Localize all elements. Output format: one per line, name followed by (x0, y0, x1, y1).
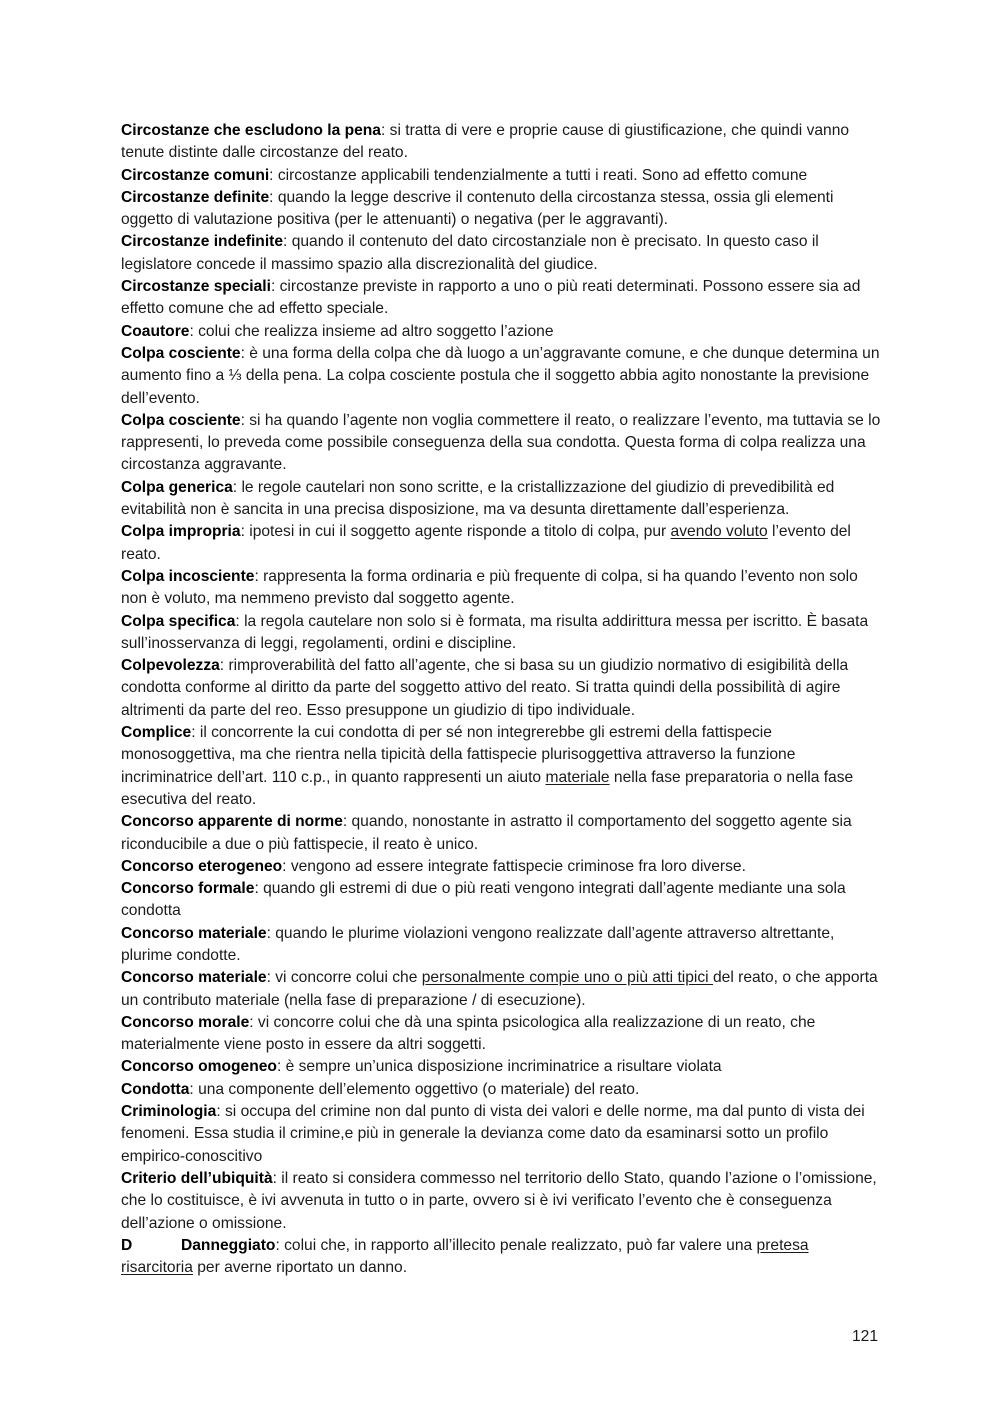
glossary-entry (121, 231, 881, 276)
entry-definition: : è una forma della colpa che dà luogo a un’aggravante comune, e che dunque determina un aumento fino a ⅓ della pena. La colpa cosciente postula che il soggetto abbia agito nonostante la previsione dell’evento. (121, 344, 880, 407)
entry-definition: : è sempre un’unica disposizione incriminatrice a risultare violata (276, 1058, 722, 1076)
entry-definition: : circostanze applicabili tendenzialmente a tutti i reati. Sono ad effetto comune (269, 166, 808, 184)
entry-term: Circostanze comuni (121, 166, 270, 184)
entry-definition: : ipotesi in cui il soggetto agente risponde a titolo di colpa, pur (240, 523, 671, 541)
entry-definition: : si occupa del crimine non dal punto di vista dei valori e delle norme, ma dal punto di vista dei fenomeni. Essa studia il crimine,e più in generale la devianza come dato da esaminarsi sotto un profilo empirico-conoscitivo (121, 1103, 865, 1165)
entry-term: Circostanze speciali (121, 278, 271, 296)
underlined-phrase: personalmente compie uno o più atti tipici (421, 969, 713, 987)
glossary-entry (121, 923, 881, 968)
entry-term: Colpa specifica (121, 612, 236, 630)
glossary-entry (121, 1168, 881, 1235)
entry-term: Complice (121, 724, 192, 742)
entry-definition: : il reato si considera commesso nel territorio dello Stato, quando l’azione o l’omissione, che lo costituisce, è ivi avvenuta in tutto o in parte, ovvero si è ivi verificato l’evento che è conseguenza dell’azione o omissione. (121, 1169, 877, 1232)
entry-term: Colpa generica (121, 478, 233, 496)
entry-definition: : quando le plurime violazioni vengono realizzate dall’agente attraverso altrettante, plurime condotte. (121, 924, 835, 964)
entry-definition: l’evento del reato. (121, 523, 851, 563)
entry-definition: del reato, o che apporta un contributo materiale (nella fase di preparazione / di esecuzione). (121, 969, 878, 1009)
entry-term: Danneggiato (181, 1236, 276, 1254)
glossary-text (121, 120, 881, 1279)
entry-definition: nella fase preparatoria o nella fase esecutiva del reato. (121, 768, 854, 808)
entry-definition: per averne riportato un danno. (192, 1259, 408, 1277)
glossary-entry (121, 120, 881, 165)
glossary-entry (121, 566, 881, 611)
entry-definition: : il concorrente la cui condotta di per sé non integrerebbe gli estremi della fattispecie monosoggettiva, ma che rientra nella tipicità della fattispecie plurisoggettiva attraverso la funzione incriminatrice dell’art. 110 c.p., in quanto rappresenti un aiuto (121, 724, 796, 786)
entry-definition: : si tratta di vere e proprie cause di giustificazione, che quindi vanno tenute distinte dalle circostanze del reato. (121, 122, 850, 162)
glossary-entry (121, 722, 881, 811)
entry-definition: : vi concorre colui che (266, 969, 422, 987)
entry-definition: : colui che, in rapporto all’illecito penale realizzato, può far valere una (275, 1236, 757, 1254)
entry-term: Concorso omogeneo (121, 1058, 277, 1076)
glossary-entry (121, 611, 881, 656)
glossary-entry (121, 477, 881, 522)
entry-definition: : rappresenta la forma ordinaria e più frequente di colpa, si ha quando l’evento non solo non è voluto, ma nemmeno previsto dal soggetto agente. (121, 567, 858, 608)
glossary-entry (121, 811, 881, 856)
glossary-entry (121, 165, 881, 187)
entry-term: Concorso morale (121, 1013, 250, 1031)
glossary-entry (121, 1012, 881, 1057)
entry-term: Concorso apparente di norme (121, 813, 343, 831)
section-letter: D (121, 1236, 133, 1254)
glossary-entry (121, 856, 881, 878)
glossary-entry (121, 1101, 881, 1168)
entry-definition: : vengono ad essere integrate fattispecie criminose fra loro diverse. (282, 857, 746, 875)
entry-term: Concorso formale (121, 880, 255, 898)
underlined-phrase: pretesa risarcitoria (121, 1236, 809, 1277)
entry-term: Criterio dell’ubiquità (121, 1169, 273, 1187)
glossary-entry (121, 878, 881, 923)
entry-term: Colpa incosciente (121, 567, 255, 585)
entry-definition: : rimproverabilità del fatto all’agente, che si basa su un giudizio normativo di esigibilità della condotta conforme al diritto da parte del soggetto attivo del reato. Si tratta quindi della possibilità di agire altrimenti da parte del reo. Esso presuppone un giudizio di tipo individuale. (121, 657, 849, 719)
entry-definition: : la regola cautelare non solo si è formata, ma risulta addirittura messa per iscritto. È basata sull’inosservanza di leggi, regolamenti, ordini e discipline. (121, 612, 869, 652)
entry-term: Colpa impropria (121, 523, 241, 541)
entry-term: Concorso materiale (121, 969, 267, 987)
entry-term: Colpa cosciente (121, 411, 241, 429)
entry-term: Concorso eterogeneo (121, 857, 283, 875)
entry-definition: : una componente dell’elemento oggettivo (o materiale) del reato. (189, 1080, 640, 1098)
entry-term: Colpevolezza (121, 657, 220, 675)
glossary-entry (121, 1235, 881, 1280)
entry-definition: : vi concorre colui che dà una spinta psicologica alla realizzazione di un reato, che materialmente viene posto in essere da altri soggetti. (121, 1013, 816, 1054)
entry-term: Circostanze che escludono la pena (121, 122, 381, 139)
glossary-entry (121, 321, 881, 343)
entry-definition: : colui che realizza insieme ad altro soggetto l’azione (189, 322, 554, 340)
entry-definition: : le regole cautelari non sono scritte, e la cristallizzazione del giudizio di prevedibilità ed evitabilità non è sancita in una precisa disposizione, ma va desunta direttamente dall’esperienza. (121, 478, 835, 519)
entry-term: Concorso materiale (121, 924, 267, 942)
glossary-entry (121, 187, 881, 232)
entry-definition: : quando la legge descrive il contenuto della circostanza stessa, ossia gli elementi oggetto di valutazione positiva (per le attenuanti) o negativa (per le aggravanti). (121, 188, 834, 229)
entry-definition: : circostanze previste in rapporto a uno o più reati determinati. Possono essere sia ad effetto comune che ad effetto speciale. (121, 278, 861, 318)
entry-term: Condotta (121, 1080, 190, 1098)
glossary-entry (121, 967, 881, 1012)
underlined-phrase: materiale (545, 768, 610, 786)
entry-term: Colpa cosciente (121, 344, 241, 362)
page-number: 121 (851, 1328, 878, 1345)
glossary-entry (121, 521, 881, 566)
glossary-entry (121, 276, 881, 321)
underlined-phrase: avendo voluto (670, 523, 768, 541)
glossary-entry (121, 1056, 881, 1078)
glossary-entry (121, 1079, 881, 1101)
entry-definition: : quando il contenuto del dato circostanziale non è precisato. In questo caso il legislatore concede il massimo spazio alla discrezionalità del giudice. (121, 233, 819, 273)
entry-term: Criminologia (121, 1103, 217, 1121)
entry-definition: : quando, nonostante in astratto il comportamento del soggetto agente sia riconducibile a due o più fattispecie, il reato è unico. (121, 813, 852, 853)
entry-term: Circostanze definite (121, 188, 270, 206)
entry-definition: : si ha quando l’agente non voglia commettere il reato, o realizzare l’evento, ma tuttavia se lo rappresenti, lo preveda come possibile conseguenza della sua condotta. Questa forma di colpa realizza una circostanza aggravante. (121, 411, 881, 474)
entry-definition: : quando gli estremi di due o più reati vengono integrati dall’agente mediante una sola condotta (121, 880, 846, 920)
glossary-entry (121, 343, 881, 410)
glossary-entry (121, 410, 881, 477)
entry-term: Circostanze indefinite (121, 233, 284, 251)
entry-term: Coautore (121, 322, 190, 340)
glossary-entry (121, 655, 881, 722)
